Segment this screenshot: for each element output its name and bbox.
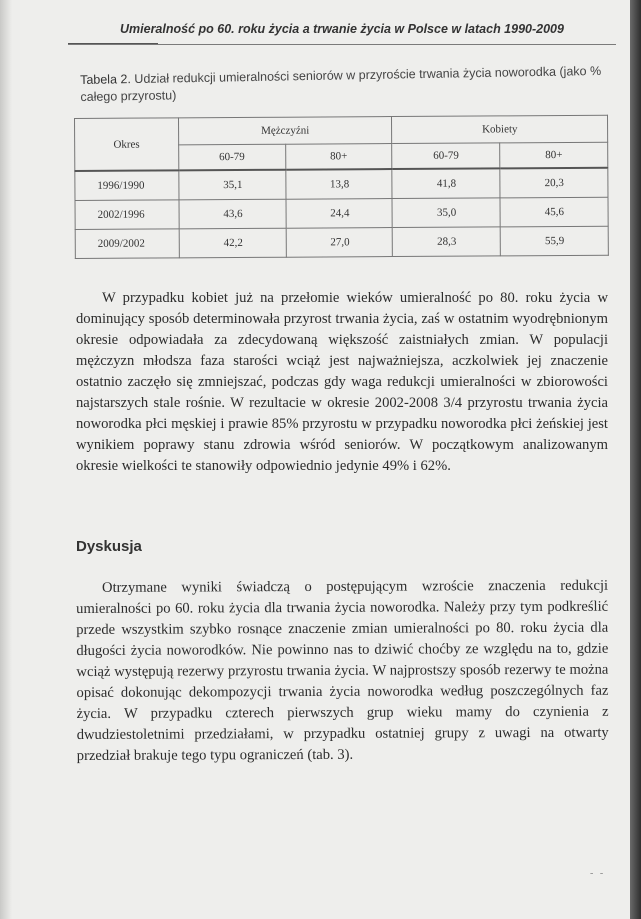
cell-value: 13,8 <box>285 169 392 199</box>
cell-value: 24,4 <box>286 199 393 229</box>
table-row <box>75 197 608 229</box>
table-caption <box>80 63 621 106</box>
page-corner-mark: - - <box>590 868 606 879</box>
subheader-men-80plus: 80+ <box>285 144 392 170</box>
body-paragraph-results <box>76 288 608 477</box>
table-caption-label: Tabela 2. <box>80 72 131 87</box>
cell-value: 55,9 <box>500 226 608 256</box>
row-period: 2009/2002 <box>75 229 179 259</box>
subheader-women-60-79: 60-79 <box>392 143 500 169</box>
table-row <box>75 226 608 258</box>
cell-value: 42,2 <box>179 228 286 258</box>
table-caption-text: Udział redukcji umieralności seniorów w przyroście trwania życia noworodka (jako % całego przyrostu) <box>80 63 602 104</box>
table-row <box>75 168 608 201</box>
cell-value: 41,8 <box>392 168 500 198</box>
cell-value: 45,6 <box>500 197 608 227</box>
cell-value: 28,3 <box>393 227 501 257</box>
subheader-men-60-79: 60-79 <box>178 144 285 170</box>
row-period: 1996/1990 <box>75 170 179 200</box>
subheader-women-80plus: 80+ <box>500 142 608 168</box>
running-header: Umieralność po 60. roku życia a trwanie życia w Polsce w latach 1990-2009 <box>120 22 564 36</box>
cell-value: 35,1 <box>179 170 286 200</box>
scan-edge-shadow <box>630 0 641 919</box>
cell-value: 27,0 <box>286 228 393 258</box>
header-period: Okres <box>75 118 179 171</box>
header-group-men: Mężczyźni <box>178 117 392 145</box>
paragraph-text: W przypadku kobiet już na przełomie wieków umieralność po 80. roku życia w dominujący sposób determinowała przyrost trwania życia, zaś w ostatnim wyodrębnionym okresie odpowiadała za zdecydowaną większość zaistniałych zmian. W populacji mężczyzn młodsza faza starości wciąż jest najważniejsza, aczkolwiek jej znaczenie ostatnio zaczęło się zmniejszać, podczas gdy waga redukcji umieralności w zbiorowości najstarszych stale rośnie. W rezultacie w okresie 2002-2008 3/4 przyrostu trwania życia noworodka płci męskiej i prawie 85% przyrostu w przypadku noworodka płci żeńskiej jest wynikiem poprawy stanu zdrowia wśród seniorów. W początkowym analizowanym okresie wielkości te stanowiły odpowiednio jedynie 49% i 62%. <box>76 290 608 474</box>
body-paragraph-discussion <box>76 576 609 767</box>
section-heading: Dyskusja <box>76 538 142 555</box>
data-table <box>74 115 609 259</box>
header-rule <box>68 44 616 45</box>
paragraph-text: Otrzymane wyniki świadczą o postępującym wzroście znaczenia redukcji umieralności po 60. roku życia dla trwania życia noworodka. Należy przy tym podkreślić przede wszystkim szybko rosnące znaczenie zmian umieralności po 80. roku życia dla długości życia noworodków. Nie powinno nas to dziwić choćby ze względu na to, gdzie wciąż występują rezerwy przyrostu trwania życia. W najprostszy sposób rezerwy te można opisać dokonując dekompozycji trwania życia noworodka według poszczególnych faz życia. W przypadku czterech pierwszych grup wieku mamy do czynienia z dwudziestoletnimi przedziałami, w przypadku ostatniej grupy z uwagi na otwarty przedział brakuje tego typu ograniczeń (tab. 3). <box>76 577 609 764</box>
cell-value: 43,6 <box>179 199 286 229</box>
cell-value: 20,3 <box>500 168 608 198</box>
header-group-women: Kobiety <box>392 115 608 143</box>
cell-value: 35,0 <box>392 198 500 228</box>
row-period: 2002/1996 <box>75 200 179 230</box>
